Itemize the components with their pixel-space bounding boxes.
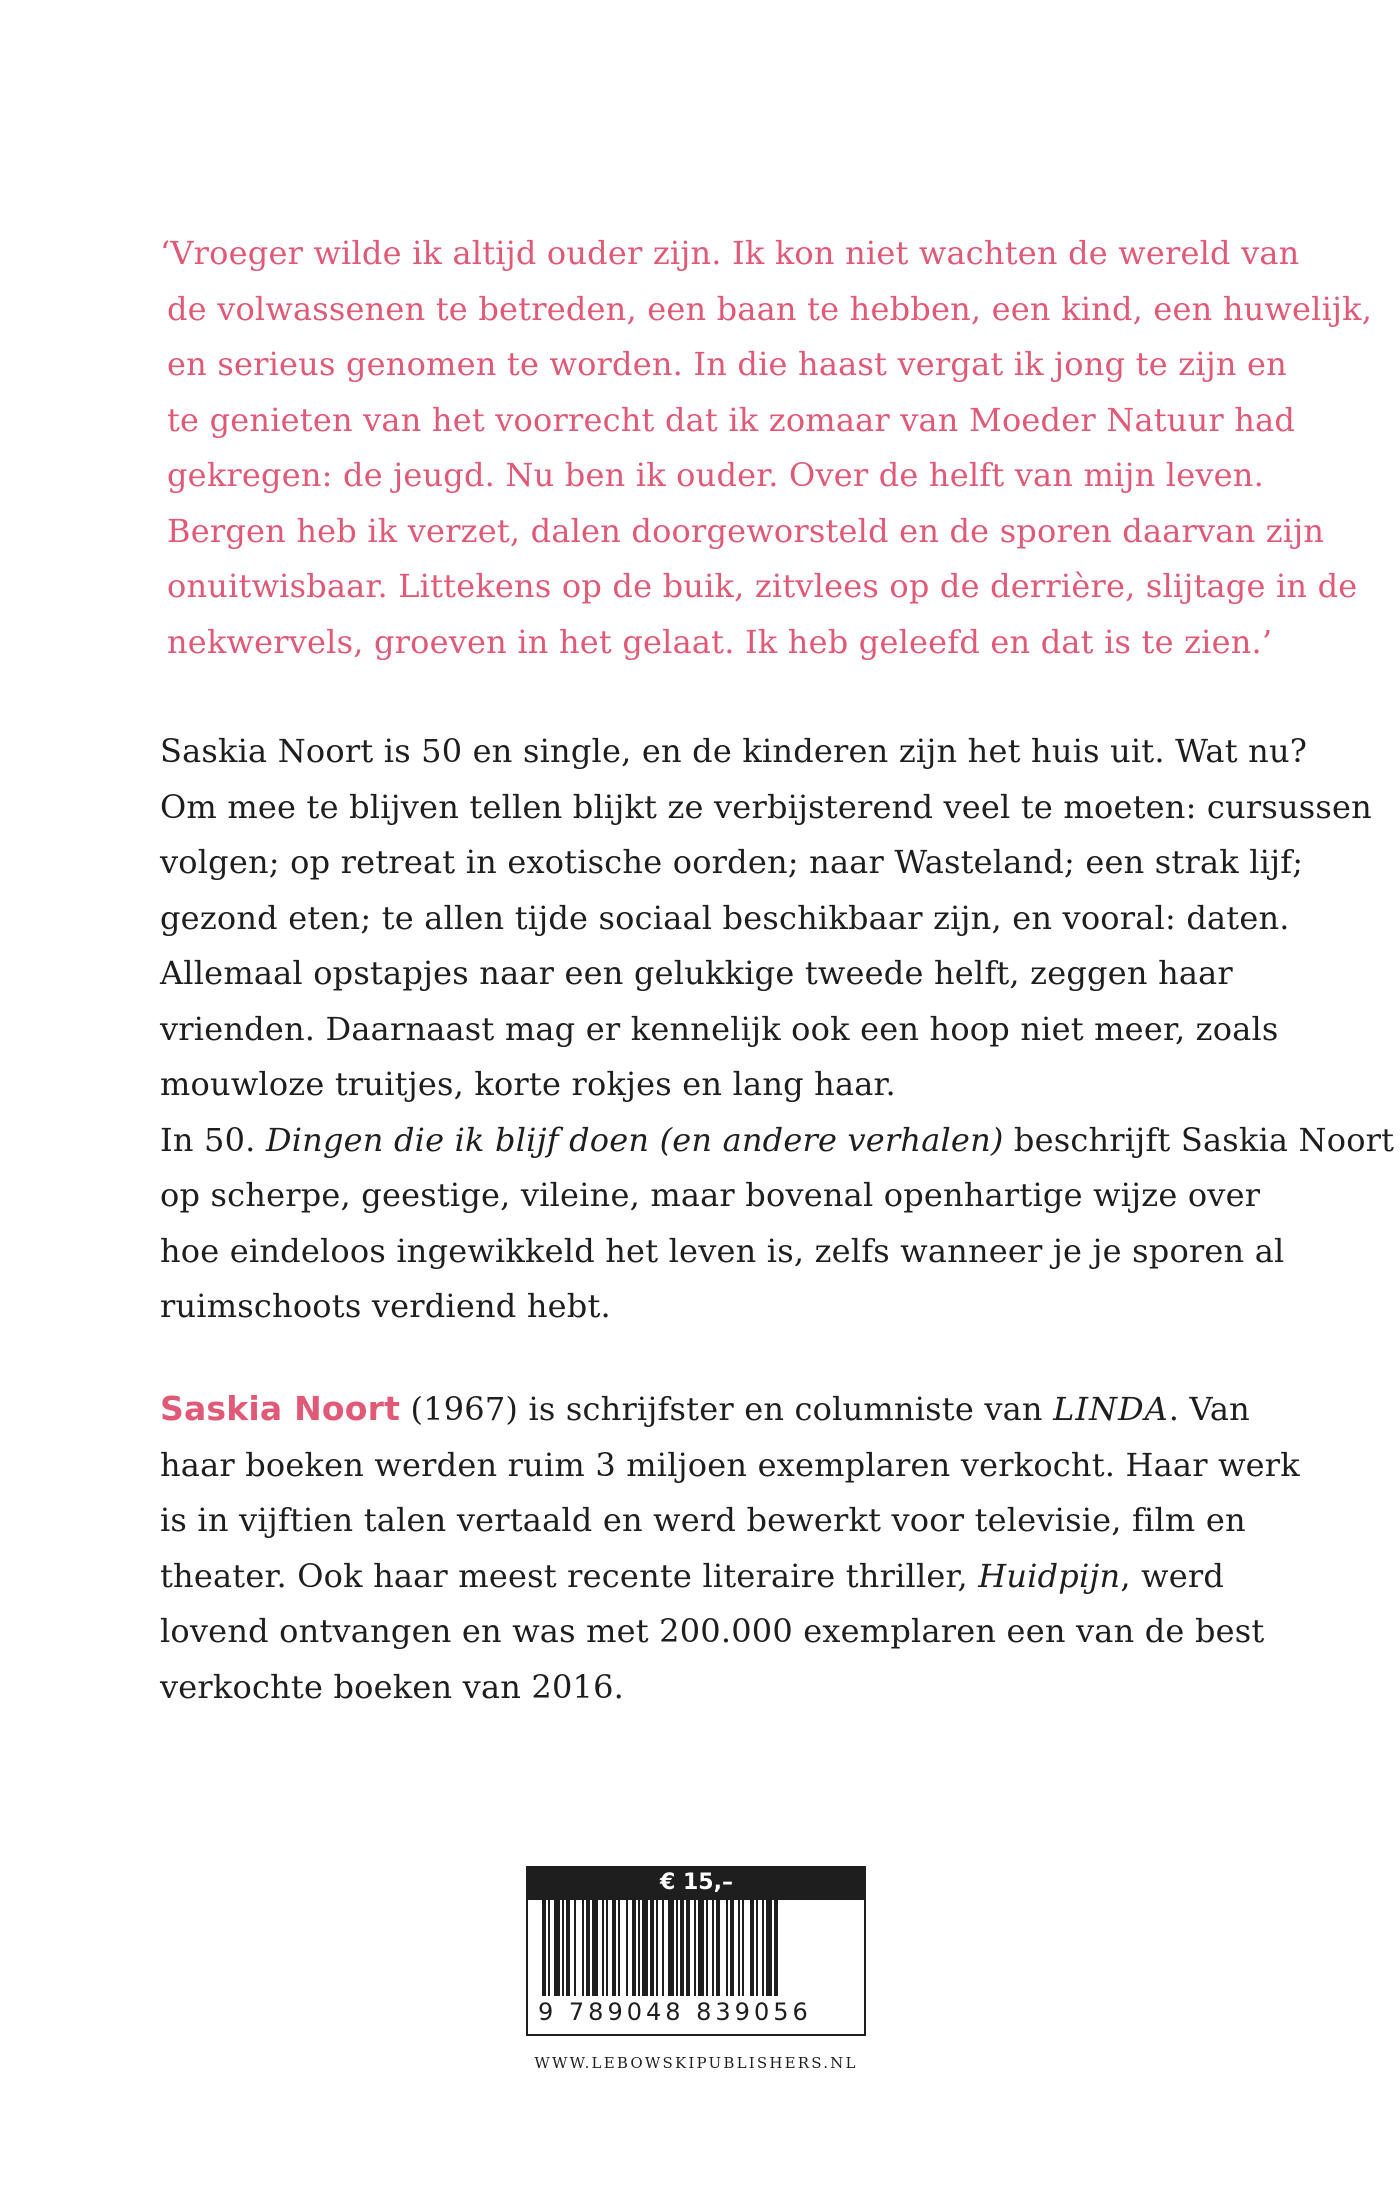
bio-text: , werd [1120, 1556, 1225, 1595]
bio-line: lovend ontvangen en was met 200.000 exemplaren een van de best [160, 1612, 1265, 1650]
barcode-bar [730, 1900, 734, 1996]
isbn-number: 9 789048 839056 [538, 1998, 812, 2026]
quote-line: gekregen: de jeugd. Nu ben ik ouder. Over de helft van mijn leven. [167, 456, 1264, 494]
quote-line: en serieus genomen te worden. In die haast vergat ik jong te zijn en [167, 345, 1287, 383]
barcode-bar [716, 1900, 720, 1996]
bio-line [160, 1381, 1260, 1438]
bio-line: is in vijftien talen vertaald en werd bewerkt voor televisie, film en [160, 1501, 1246, 1539]
pull-quote [160, 226, 1373, 670]
barcode-bar [766, 1900, 772, 1996]
publisher-website: WWW.LEBOWSKIPUBLISHERS.NL [534, 2054, 858, 2072]
book-title: Huidpijn [978, 1556, 1121, 1595]
barcode-bar [642, 1900, 648, 1996]
quote-line: Bergen heb ik verzet, dalen doorgeworsteld en de sporen daarvan zijn [167, 511, 1325, 550]
barcode-bar [706, 1900, 708, 1996]
description-line: volgen; op retreat in exotische oorden; naar Wasteland; een strak lijf; [160, 843, 1304, 881]
quote-line: onuitwisbaar. Littekens op de buik, zitvlees op de derrière, slijtage in de [167, 567, 1358, 605]
price-bar [528, 1868, 864, 1900]
barcode-bar [656, 1900, 658, 1996]
barcode-bar [606, 1900, 608, 1996]
author-name: Saskia Noort [160, 1389, 401, 1428]
barcode-bar [698, 1900, 704, 1996]
barcode-bar [638, 1900, 640, 1996]
barcode-bar [632, 1900, 636, 1996]
barcode-bar [750, 1900, 754, 1996]
barcode-bar [742, 1900, 744, 1996]
barcode-bar [586, 1900, 590, 1996]
description-line: Saskia Noort is 50 en single, en de kinderen zijn het huis uit. Wat nu? [160, 732, 1308, 770]
description-line: ruimschoots verdiend hebt. [160, 1287, 611, 1325]
barcode-bar [650, 1900, 654, 1996]
barcode-bar [574, 1900, 576, 1996]
quote-line: ‘Vroeger wilde ik altijd ouder zijn. Ik kon niet wachten de wereld van [160, 234, 1300, 272]
barcode-bar [662, 1900, 664, 1996]
barcode-bar [756, 1900, 758, 1996]
barcode-bar [612, 1900, 616, 1996]
barcode-bar [542, 1900, 546, 1996]
quote-line: de volwassenen te betreden, een baan te hebben, een kind, een huwelijk, [167, 289, 1373, 328]
quote-line: te genieten van het voorrecht dat ik zomaar van Moeder Natuur had [167, 400, 1296, 439]
bio-text: . Van [1168, 1390, 1250, 1428]
barcode-bar [676, 1900, 678, 1996]
bio-line: haar boeken werden ruim 3 miljoen exemplaren verkocht. Haar werk [160, 1445, 1300, 1484]
description-text: In 50. [160, 1120, 266, 1159]
description-line: Om mee te blijven tellen blijkt ze verbijsterend veel te moeten: cursussen [160, 787, 1372, 826]
description-text: beschrijft Saskia Noort [1003, 1120, 1395, 1159]
barcode-bar [686, 1900, 690, 1996]
description-line: op scherpe, geestige, vileine, maar bovenal openhartige wijze over [160, 1176, 1261, 1214]
barcode-bar [680, 1900, 684, 1996]
quote-line: nekwervels, groeven in het gelaat. Ik heb geleefd en dat is te zien.’ [167, 622, 1273, 661]
bio-line: verkochte boeken van 2016. [160, 1667, 625, 1706]
barcode-bar [762, 1900, 764, 1996]
price-label: € 15,– [660, 1870, 733, 1895]
barcode-bar [618, 1900, 620, 1996]
barcode-bar [738, 1900, 740, 1996]
book-title: Dingen die ik blijf doen (en andere verhalen) [265, 1120, 1004, 1159]
description-line: gezond eten; te allen tijde sociaal beschikbaar zijn, en vooral: daten. [160, 898, 1290, 937]
barcode-bar [712, 1900, 714, 1996]
barcode-bar [562, 1900, 564, 1996]
description-line: mouwloze truitjes, korte rokjes en lang haar. [160, 1065, 896, 1103]
description-line: hoe eindeloos ingewikkeld het leven is, zelfs wanneer je je sporen al [160, 1231, 1285, 1270]
barcode-bar [592, 1900, 598, 1996]
barcode-bar [774, 1900, 778, 1996]
magazine-name: LINDA [1053, 1390, 1169, 1428]
barcode-bar [548, 1900, 550, 1996]
bio-line [160, 1549, 1260, 1605]
barcode-bar [554, 1900, 560, 1996]
description-line: vrienden. Daarnaast mag er kennelijk ook een hoop niet meer, zoals [160, 1009, 1279, 1048]
barcode-bar [626, 1900, 628, 1996]
barcode-block [526, 1866, 866, 2036]
bio-text: theater. Ook haar meest recente literaire thriller, [160, 1556, 979, 1595]
barcode-icon [528, 1900, 864, 1996]
barcode-bar [602, 1900, 604, 1996]
book-description [160, 724, 1395, 1335]
barcode-bar [694, 1900, 696, 1996]
barcode-bar [582, 1900, 584, 1996]
description-line: Allemaal opstapjes naar een gelukkige tweede helft, zeggen haar [160, 954, 1233, 992]
barcode-bar [668, 1900, 674, 1996]
barcode-bar [566, 1900, 570, 1996]
description-line [160, 1113, 1395, 1169]
author-bio [160, 1381, 1300, 1715]
bio-text: (1967) is schrijfster en columniste van [400, 1390, 1054, 1428]
barcode-bar [726, 1900, 728, 1996]
